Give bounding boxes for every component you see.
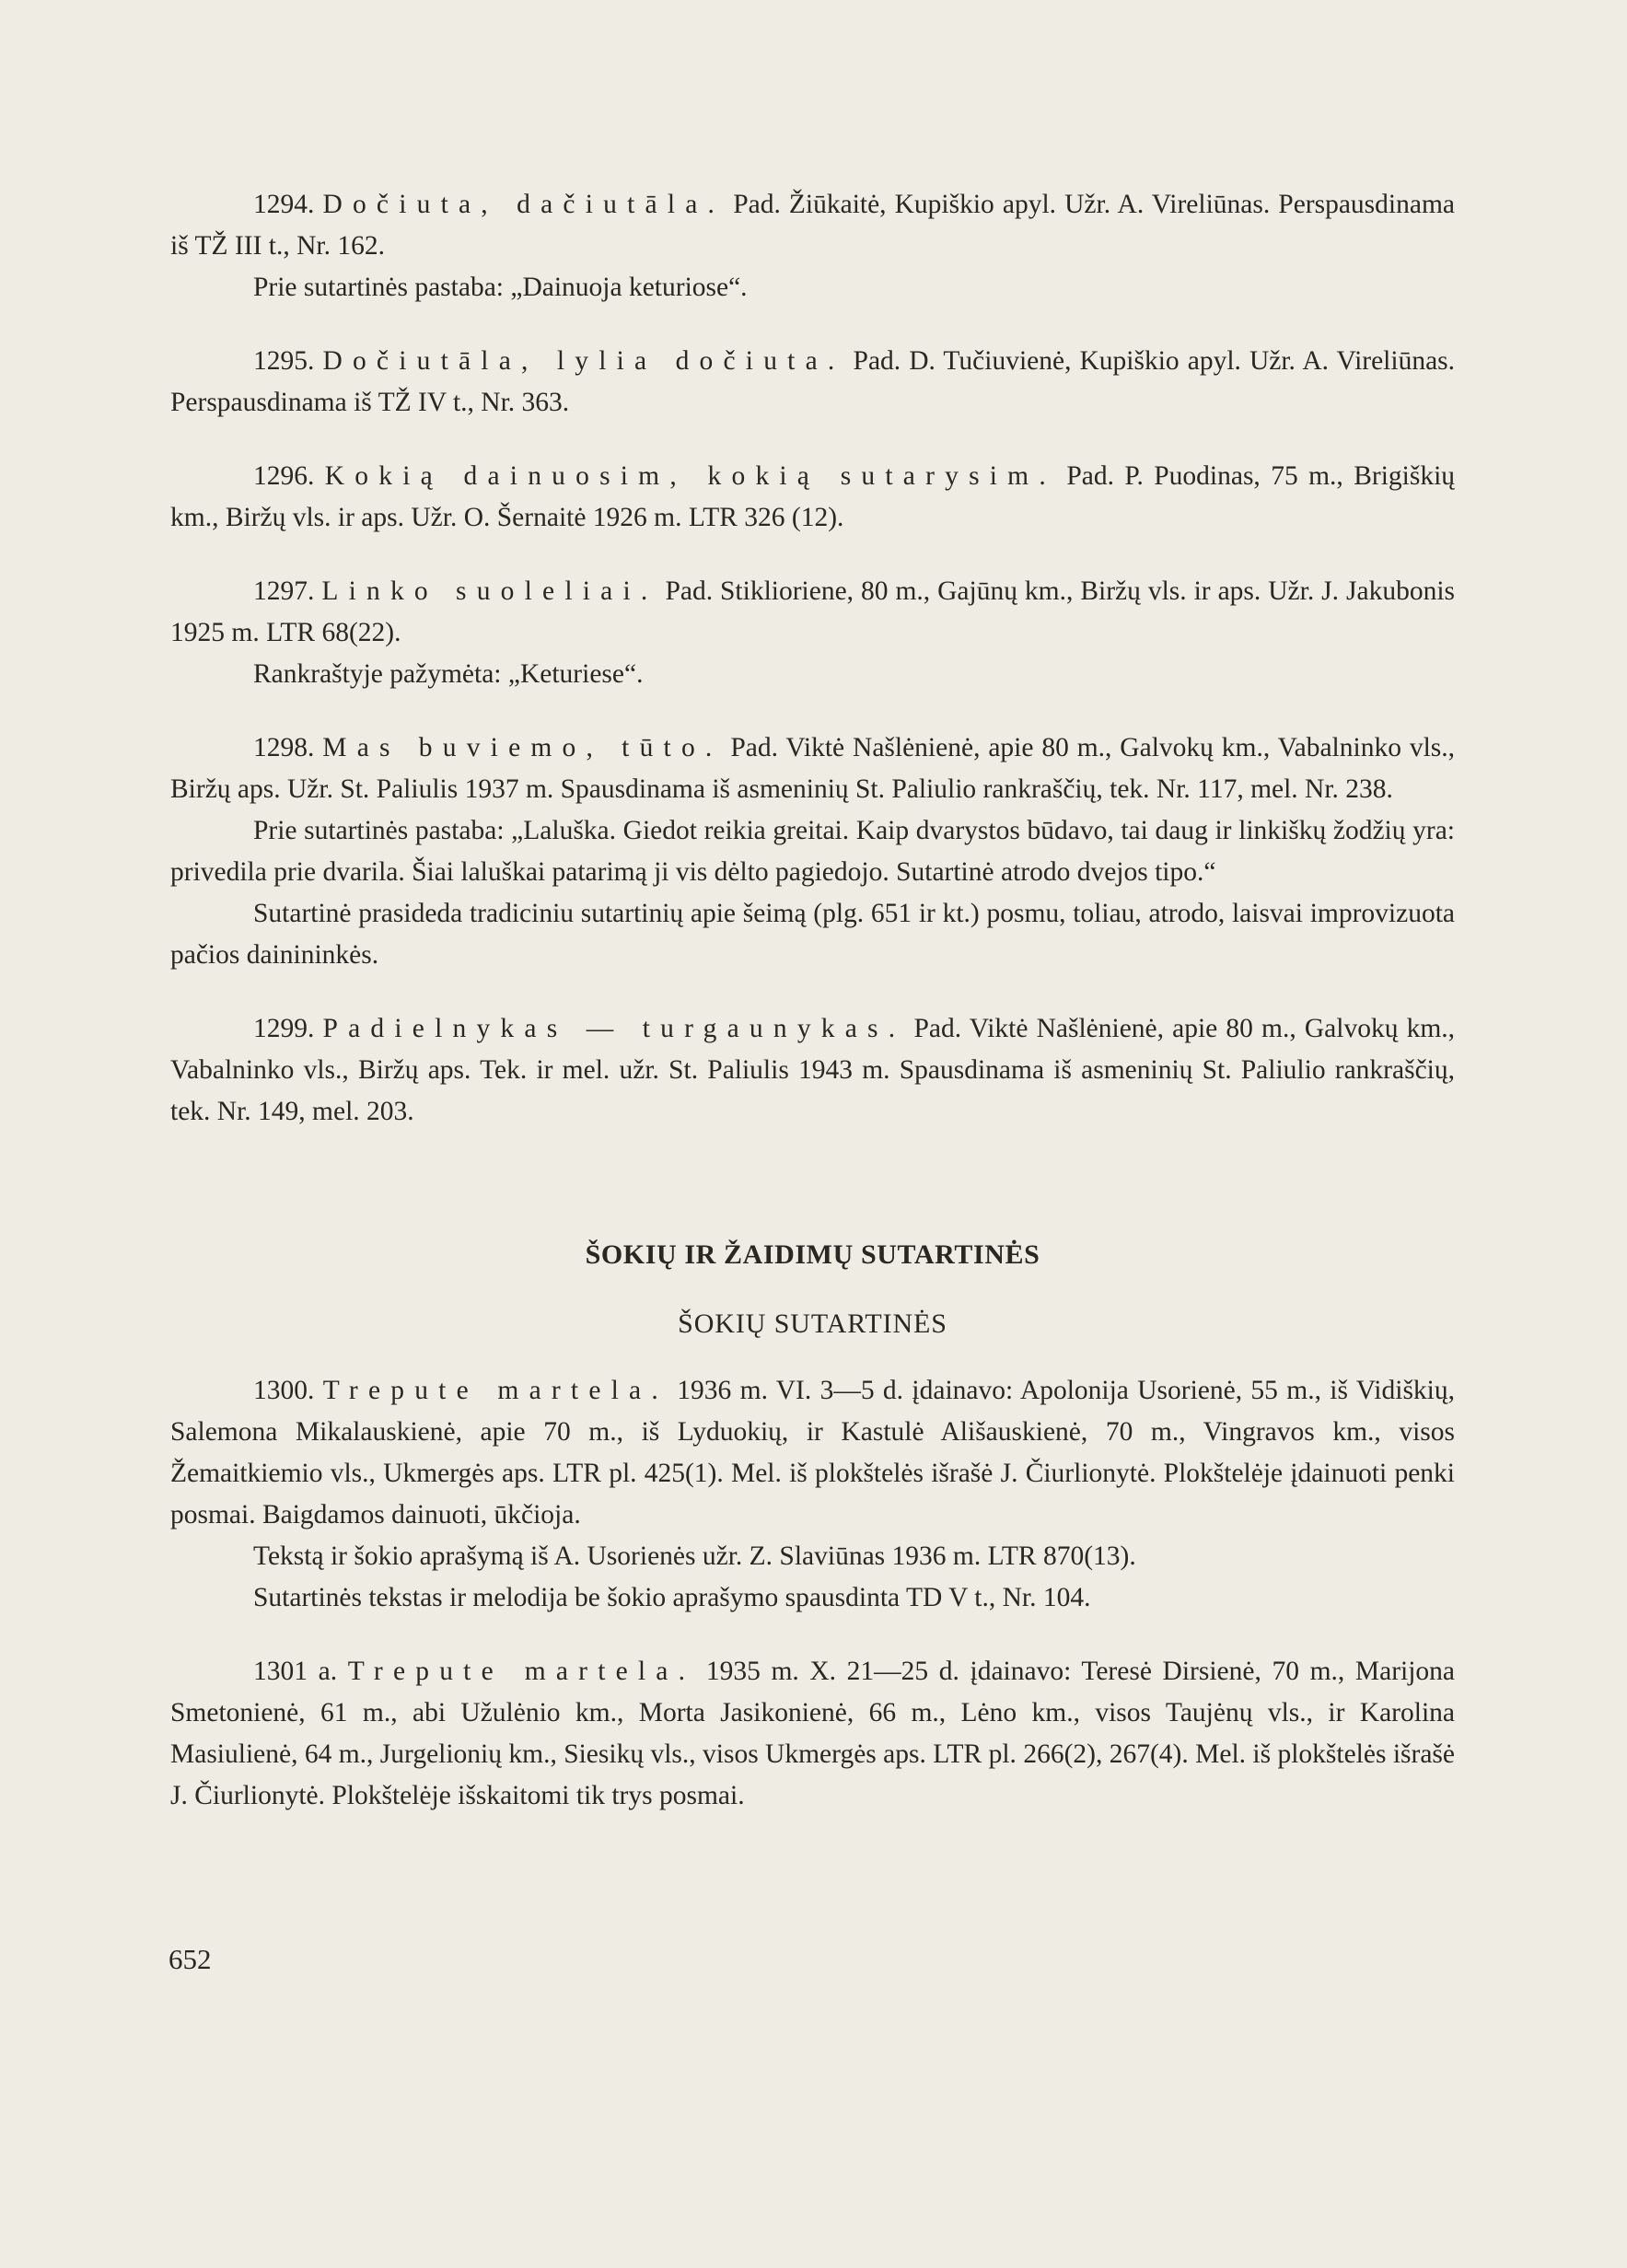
entry-1298 — [170, 727, 1455, 976]
section-heading-major: ŠOKIŲ IR ŽAIDIMŲ SUTARTINĖS — [585, 1239, 1040, 1270]
entry-paragraph — [170, 727, 1455, 810]
entry-number: 1298. — [253, 733, 315, 762]
entry-title: Trepute martela. — [347, 1657, 696, 1686]
entry-text: 1936 m. VI. 3—5 d. įdainavo: Apolonija Usorienė, 55 m., iš Vidiškių, Salemona Mikalauskienė, apie 70 m., iš Lyduokių, ir Kastulė Ališauskienė, 70 m., Vingravos km., visos Žemaitkiemio vls., Ukmergės aps. LTR pl. 425(1). Mel. iš plokštelės išrašė J. Čiurlionytė. Plokštelėje įdainuoti penki posmai. Baigdamos dainuoti, ūkčioja. — [170, 1376, 1456, 1529]
entry-paragraph — [170, 571, 1455, 654]
entry-number: 1300. — [253, 1376, 315, 1405]
entry-1299 — [170, 1008, 1455, 1133]
entry-note: Tekstą ir šokio aprašymą iš A. Usorienės užr. Z. Slaviūnas 1936 m. LTR 870(13). — [253, 1541, 1136, 1571]
entry-note: Prie sutartinės pastaba: „Dainuoja keturiose“. — [253, 273, 748, 302]
entry-text: Pad. Stiklioriene, 80 m., Gajūnų km., Biržų vls. ir aps. Užr. J. Jakubonis 1925 m. LTR 68(22). — [170, 576, 1456, 647]
entry-paragraph — [170, 456, 1455, 539]
entry-number: 1301 a. — [253, 1657, 338, 1686]
entry-1300 — [170, 1370, 1455, 1619]
entry-title: Kokią dainuosim, kokią sutarysim. — [324, 461, 1056, 491]
entry-1294 — [170, 184, 1455, 308]
entry-note: Prie sutartinės pastaba: „Laluška. Giedot reikia greitai. Kaip dvarystos būdavo, tai daug ir linkiškų žodžių yra: privedila prie dvarila. Šiai laluškai patarimą ji vis dėlto pagiedojo. Sutartinė atrodo dvejos tipo.“ — [170, 816, 1455, 887]
entry-title: Linko suoleliai. — [321, 576, 658, 606]
entry-paragraph — [170, 1651, 1455, 1817]
entry-title: Dočiuta, dačiutāla. — [322, 190, 726, 219]
entry-paragraph — [170, 1370, 1455, 1536]
section-heading-minor: ŠOKIŲ SUTARTINĖS — [678, 1308, 947, 1339]
entry-number: 1294. — [253, 190, 315, 219]
entry-1297 — [170, 571, 1455, 695]
entry-note: Rankraštyje pažymėta: „Keturiese“. — [253, 659, 644, 689]
entry-number: 1299. — [253, 1014, 315, 1043]
entry-number: 1295. — [253, 346, 315, 376]
entry-title: Trepute martela. — [322, 1376, 668, 1405]
entry-paragraph — [170, 184, 1455, 267]
entry-title: Mas buviemo, tūto. — [322, 733, 723, 762]
entry-note: Sutartinės tekstas ir melodija be šokio aprašymo spausdinta TD V t., Nr. 104. — [253, 1583, 1091, 1612]
entry-1295 — [170, 341, 1455, 424]
entry-text: Pad. P. Puodinas, 75 m., Brigiškių km., Biržų vls. ir aps. Užr. O. Šernaitė 1926 m. LTR 326 (12). — [170, 461, 1456, 532]
entry-text: Pad. Viktė Našlėnienė, apie 80 m., Galvokų km., Vabalninko vls., Biržų aps. Tek. ir mel. užr. St. Paliulis 1943 m. Spausdinama iš asmeninių St. Paliulio rankraščių, tek. Nr. 149, mel. 203. — [170, 1014, 1456, 1126]
entry-title: Padielnykas — turgaunykas. — [322, 1014, 906, 1043]
entry-number: 1296. — [253, 461, 315, 491]
entry-text: Pad. D. Tučiuvienė, Kupiškio apyl. Užr. A. Vireliūnas. Perspausdinama iš TŽ IV t., Nr. 363. — [170, 346, 1456, 417]
entry-text: Pad. Viktė Našlėnienė, apie 80 m., Galvokų km., Vabalninko vls., Biržų aps. Užr. St. Paliulis 1937 m. Spausdinama iš asmeninių St. Paliulio rankraščių, tek. Nr. 117, mel. Nr. 238. — [170, 733, 1456, 804]
page-number: 652 — [169, 1943, 212, 1975]
entry-note: Sutartinė prasideda tradiciniu sutartinių apie šeimą (plg. 651 ir kt.) posmu, toliau, atrodo, laisvai improvizuota pačios dainininkės. — [170, 899, 1455, 970]
entry-title: Dočiutāla, lylia dočiuta. — [322, 346, 845, 376]
entry-paragraph — [170, 1008, 1455, 1133]
entry-number: 1297. — [253, 576, 315, 606]
entry-1296 — [170, 456, 1455, 539]
entry-text: 1935 m. X. 21—25 d. įdainavo: Teresė Dirsienė, 70 m., Marijona Smetonienė, 61 m., abi Užulėnio km., Morta Jasikonienė, 66 m., Lėno km., visos Taujėnų vls., ir Karolina Masiulienė, 64 m., Jurgelionių km., Siesikų vls., visos Ukmergės aps. LTR pl. 266(2), 267(4). Mel. iš plokštelės išrašė J. Čiurlionytė. Plokštelėje išskaitomi tik trys posmai. — [170, 1657, 1456, 1810]
entry-1301a — [170, 1651, 1455, 1817]
entry-text: Pad. Žiūkaitė, Kupiškio apyl. Užr. A. Vireliūnas. Perspausdinama iš TŽ III t., Nr. 162. — [170, 190, 1455, 261]
entry-paragraph — [170, 341, 1455, 424]
page-body — [170, 184, 1455, 1849]
